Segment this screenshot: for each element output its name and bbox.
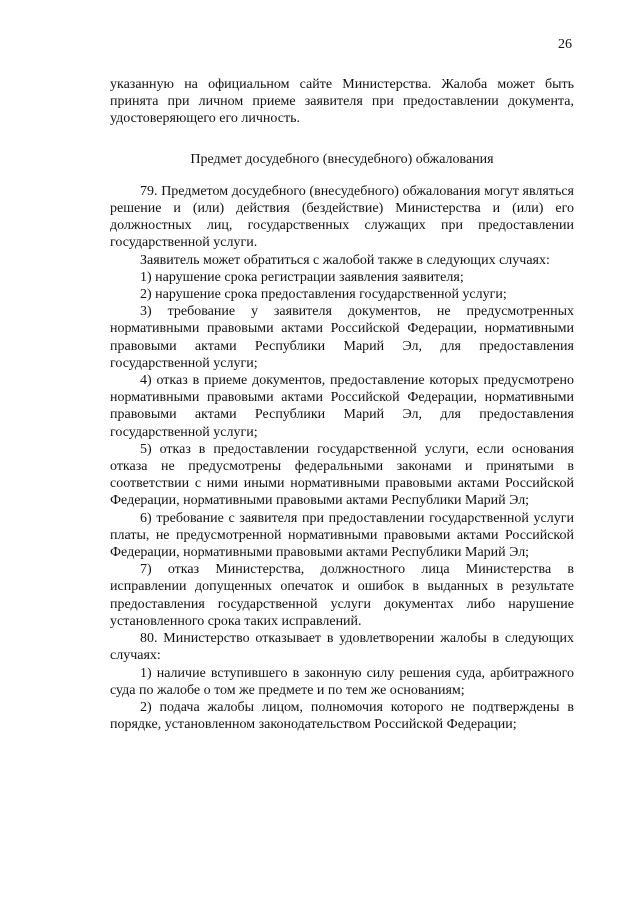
page-number: 26 bbox=[558, 37, 572, 52]
refusal-item-2: 2) подача жалобы лицом, полномочия которого не подтверждены в порядке, установленном законодательством Российской Федерации; bbox=[110, 699, 574, 733]
list-item-4: 4) отказ в приеме документов, предоставление которых предусмотрено нормативными правовыми актами Российской Федерации, нормативными правовыми актами Республики Марий Эл, для предоставления государственной услуги; bbox=[110, 373, 574, 440]
list-item-6: 6) требование с заявителя при предоставлении государственной услуги платы, не предусмотренной нормативными правовыми актами Российской Федерации, нормативными правовыми актами Республики Марий Эл; bbox=[110, 510, 574, 561]
section-heading: Предмет досудебного (внесудебного) обжалования bbox=[190, 151, 494, 167]
list-item-1: 1) нарушение срока регистрации заявления заявителя; bbox=[140, 269, 464, 285]
paragraph-80: 80. Министерство отказывает в удовлетворении жалобы в следующих случаях: bbox=[110, 631, 574, 664]
list-item-3: 3) требование у заявителя документов, не предусмотренных нормативными правовыми актами Российской Федерации, нормативными правовыми актами Республики Марий Эл, для предоставления государственной услуги; bbox=[110, 304, 574, 371]
list-item-2: 2) нарушение срока предоставления государственной услуги; bbox=[140, 287, 507, 303]
refusal-item-1: 1) наличие вступившего в законную силу решения суда, арбитражного суда по жалобе о том же предмете и по тем же основаниям; bbox=[110, 665, 574, 698]
document-body bbox=[110, 76, 574, 733]
list-item-5: 5) отказ в предоставлении государственной услуги, если основания отказа не предусмотрены федеральными законами и принятыми в соответствии с ними иными нормативными правовыми актами Российской Федерации, нормативными правовыми актами Республики Марий Эл; bbox=[110, 441, 574, 509]
paragraph-79: 79. Предметом досудебного (внесудебного) обжалования могут являться решение и (или) действия (бездействие) Министерства и (или) его должностных лиц, государственных служащих при предоставлении государственной услуги. bbox=[110, 183, 574, 251]
paragraph-complaint-cases: Заявитель может обратиться с жалобой также в следующих случаях: bbox=[140, 252, 550, 268]
intro-paragraph: указанную на официальном сайте Министерства. Жалоба может быть принята при личном приеме заявителя при предоставлении документа, удостоверяющего его личность. bbox=[110, 77, 574, 127]
list-item-7: 7) отказ Министерства, должностного лица Министерства в исправлении допущенных опечаток и ошибок в выданных в результате предоставления государственной услуги документах либо нарушение установленного срока таких исправлений. bbox=[110, 562, 574, 629]
